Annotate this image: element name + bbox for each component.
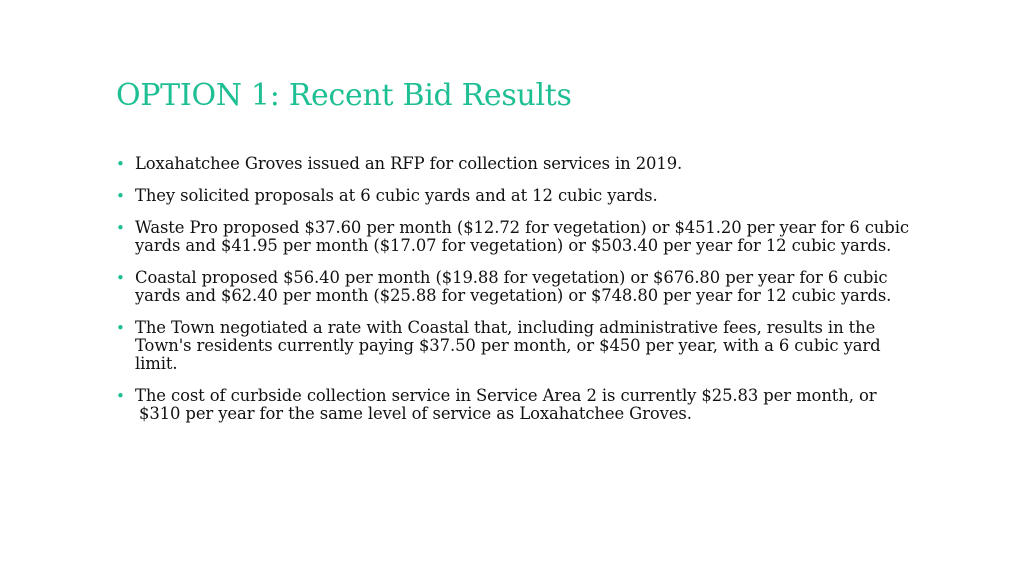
- bullet-list: [116, 155, 916, 437]
- bullet-text: Coastal proposed $56.40 per month ($19.88 for vegetation) or $676.80 per year for 6 cubic yards and $62.40 per month ($25.88 for vegetation) or $748.80 per year for 12 cubic yards.: [135, 268, 892, 305]
- bullet-item: [116, 319, 916, 373]
- bullet-text: Loxahatchee Groves issued an RFP for collection services in 2019.: [135, 154, 683, 173]
- bullet-marker: •: [116, 155, 125, 173]
- bullet-marker: •: [116, 219, 125, 237]
- bullet-text: Waste Pro proposed $37.60 per month ($12.72 for vegetation) or $451.20 per year for 6 cubic yards and $41.95 per month ($17.07 for vegetation) or $503.40 per year for 12 cubic yards.: [135, 218, 909, 255]
- bullet-marker: •: [116, 187, 125, 205]
- bullet-item: [116, 155, 916, 173]
- bullet-marker: •: [116, 387, 125, 405]
- bullet-item: [116, 219, 916, 255]
- bullet-marker: •: [116, 269, 125, 287]
- slide-title: OPTION 1: Recent Bid Results: [116, 78, 572, 113]
- bullet-item: [116, 187, 916, 205]
- bullet-item: [116, 269, 916, 305]
- bullet-item: [116, 387, 916, 423]
- bullet-marker: •: [116, 319, 125, 337]
- bullet-text: The cost of curbside collection service in Service Area 2 is currently $25.83 per month, or $310 per year for the same level of service as Loxahatchee Groves.: [135, 386, 877, 423]
- bullet-text: They solicited proposals at 6 cubic yards and at 12 cubic yards.: [135, 186, 658, 205]
- bullet-text: The Town negotiated a rate with Coastal that, including administrative fees, results in the Town's residents currently paying $37.50 per month, or $450 per year, with a 6 cubic yard limit.: [135, 318, 881, 373]
